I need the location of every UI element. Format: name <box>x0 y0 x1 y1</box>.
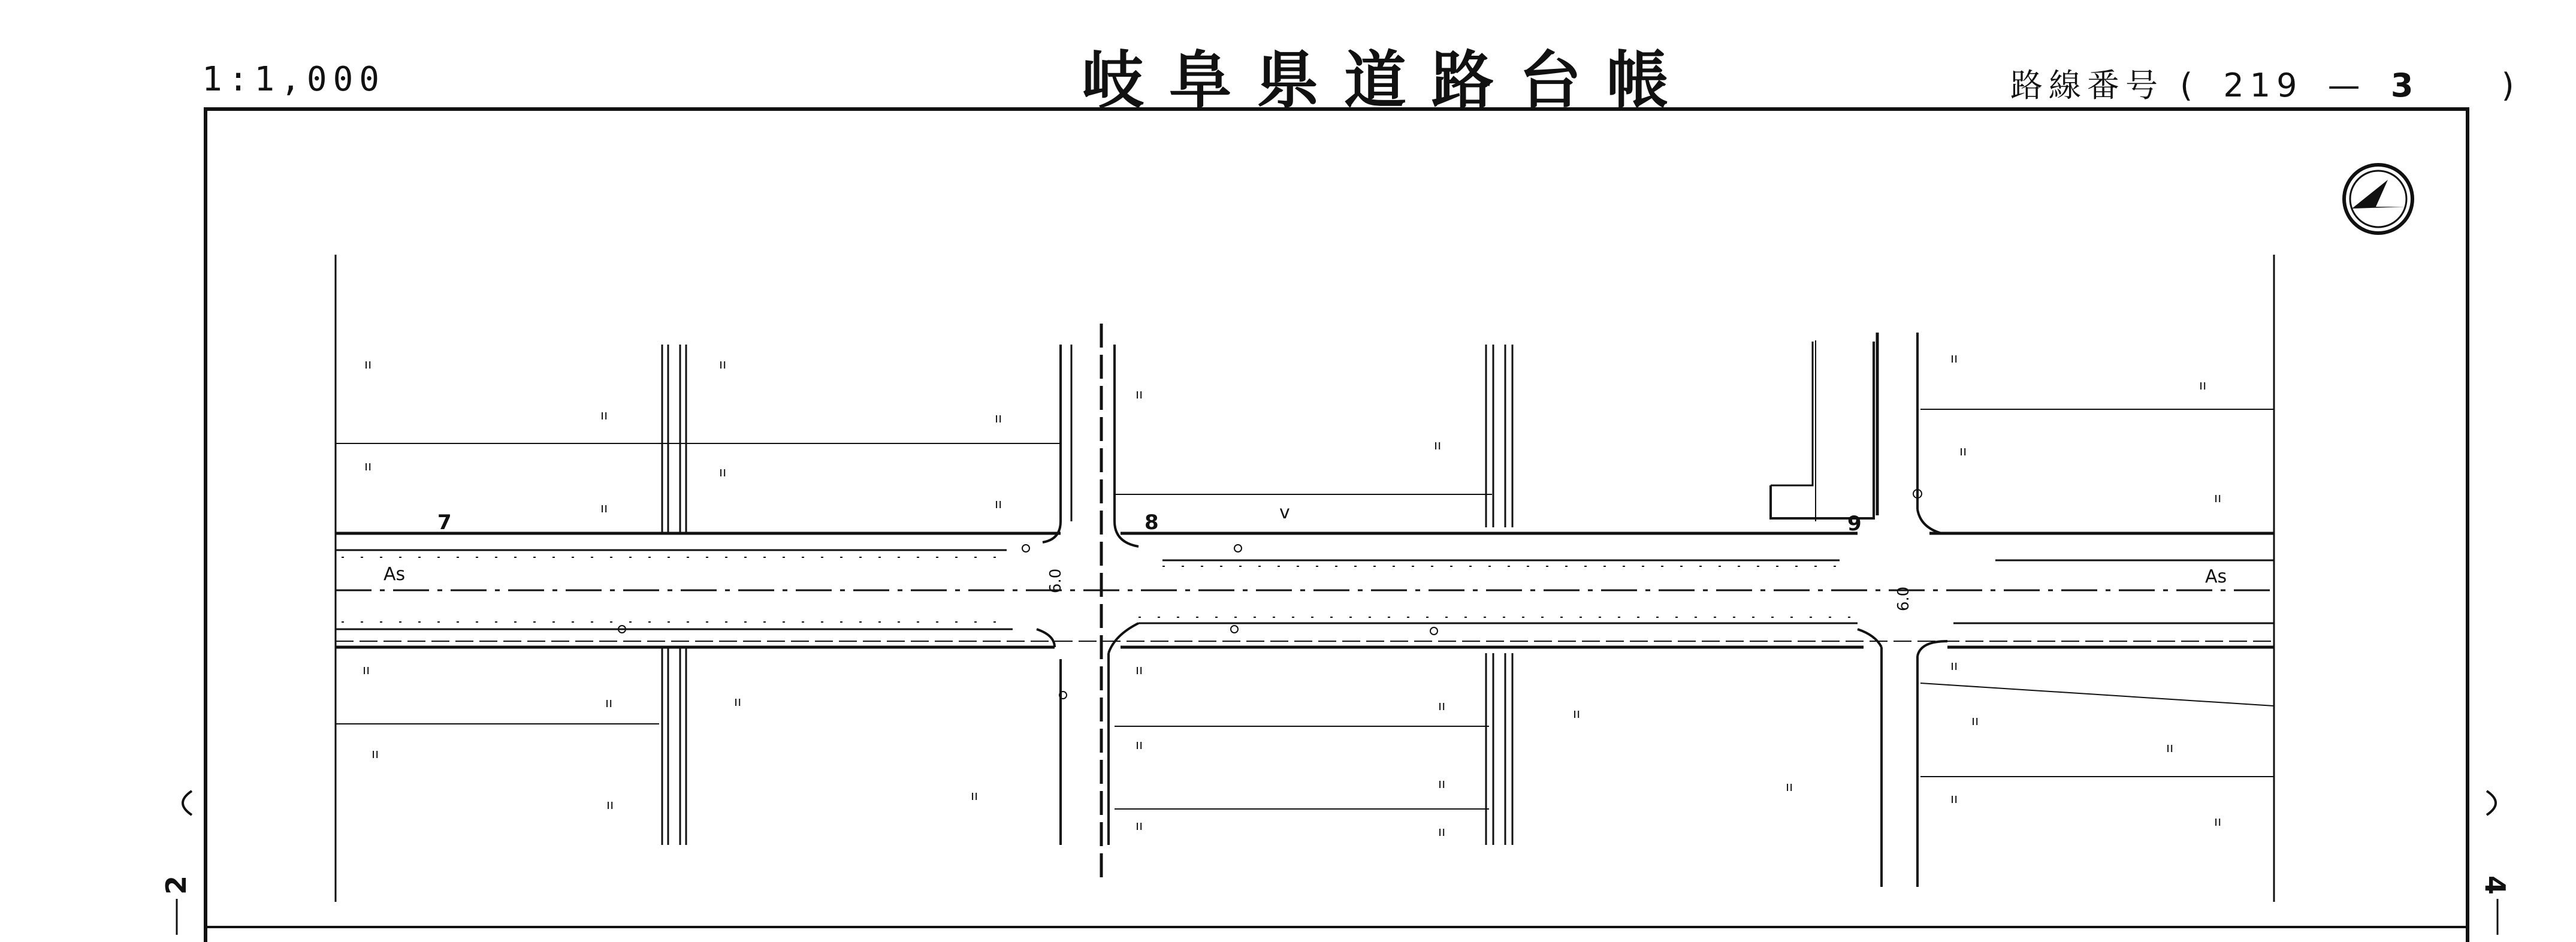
svg-text:ıı: ıı <box>364 357 372 372</box>
width-label-left: 6.0 <box>1047 568 1065 593</box>
drawing-frame <box>206 109 2468 942</box>
right-bracket <box>2487 791 2496 815</box>
page-title: 岐阜県道路台帳 <box>1082 44 1695 117</box>
svg-text:ıı: ıı <box>2214 491 2222 506</box>
map-scale: 1:1,000 <box>202 60 386 99</box>
svg-text:ıı: ıı <box>995 497 1002 512</box>
station-9-label: 9 <box>1847 512 1862 536</box>
north-arrow-icon <box>2344 165 2412 233</box>
svg-text:ıı: ıı <box>1950 351 1958 366</box>
svg-text:ıı: ıı <box>605 696 613 711</box>
svg-text:ıı: ıı <box>363 663 370 678</box>
route-label: 路線番号 <box>2010 67 2164 104</box>
svg-text:ıı: ıı <box>734 695 742 709</box>
svg-text:ıı: ıı <box>1136 738 1143 753</box>
svg-text:ıı: ıı <box>1438 777 1446 792</box>
svg-text:ıı: ıı <box>2199 378 2207 393</box>
svg-text:ıı: ıı <box>606 798 614 813</box>
svg-text:ıı: ıı <box>2214 814 2222 829</box>
svg-text:ıı: ıı <box>600 408 608 423</box>
surface-label-left: As <box>383 564 406 585</box>
route-number-value: 219 <box>2223 67 2303 104</box>
svg-text:ıı: ıı <box>1438 699 1446 714</box>
svg-text:ıı: ıı <box>364 459 372 474</box>
svg-text:ıı: ıı <box>719 465 727 480</box>
svg-text:ıı: ıı <box>1136 387 1143 402</box>
station-8-label: 8 <box>1144 511 1159 535</box>
svg-text:ıı: ıı <box>1786 780 1793 795</box>
svg-text:ıı: ıı <box>2166 741 2174 756</box>
svg-text:ıı: ıı <box>372 747 379 762</box>
svg-text:ıı: ıı <box>1136 819 1143 834</box>
svg-text:ıı: ıı <box>719 357 727 372</box>
route-close-paren: ) <box>2501 67 2520 104</box>
station-7-label: 7 <box>437 511 452 535</box>
svg-text:ıı: ıı <box>1573 707 1581 721</box>
svg-text:ıı: ıı <box>995 411 1002 426</box>
svg-text:ıı: ıı <box>1959 444 1967 459</box>
svg-text:ıı: ıı <box>1438 825 1446 840</box>
right-page-mark: 4 <box>2479 875 2512 895</box>
svg-text:ıı: ıı <box>600 501 608 516</box>
route-dash: — <box>2327 67 2366 104</box>
left-bracket <box>183 791 192 815</box>
svg-text:ıı: ıı <box>971 789 979 804</box>
svg-text:ıı: ıı <box>1136 663 1143 678</box>
width-label-right: 6.0 <box>1895 586 1913 611</box>
surface-label-right: As <box>2205 566 2227 587</box>
svg-text:ıı: ıı <box>1434 438 1442 453</box>
mark-v-label: v <box>1279 502 1290 523</box>
svg-text:ıı: ıı <box>1950 659 1958 674</box>
route-open-paren: ( <box>2180 67 2199 104</box>
route-section: 3 <box>2390 67 2420 104</box>
left-page-mark: 2 <box>160 875 193 895</box>
svg-text:ıı: ıı <box>1971 714 1979 729</box>
svg-text:ıı: ıı <box>1950 792 1958 807</box>
